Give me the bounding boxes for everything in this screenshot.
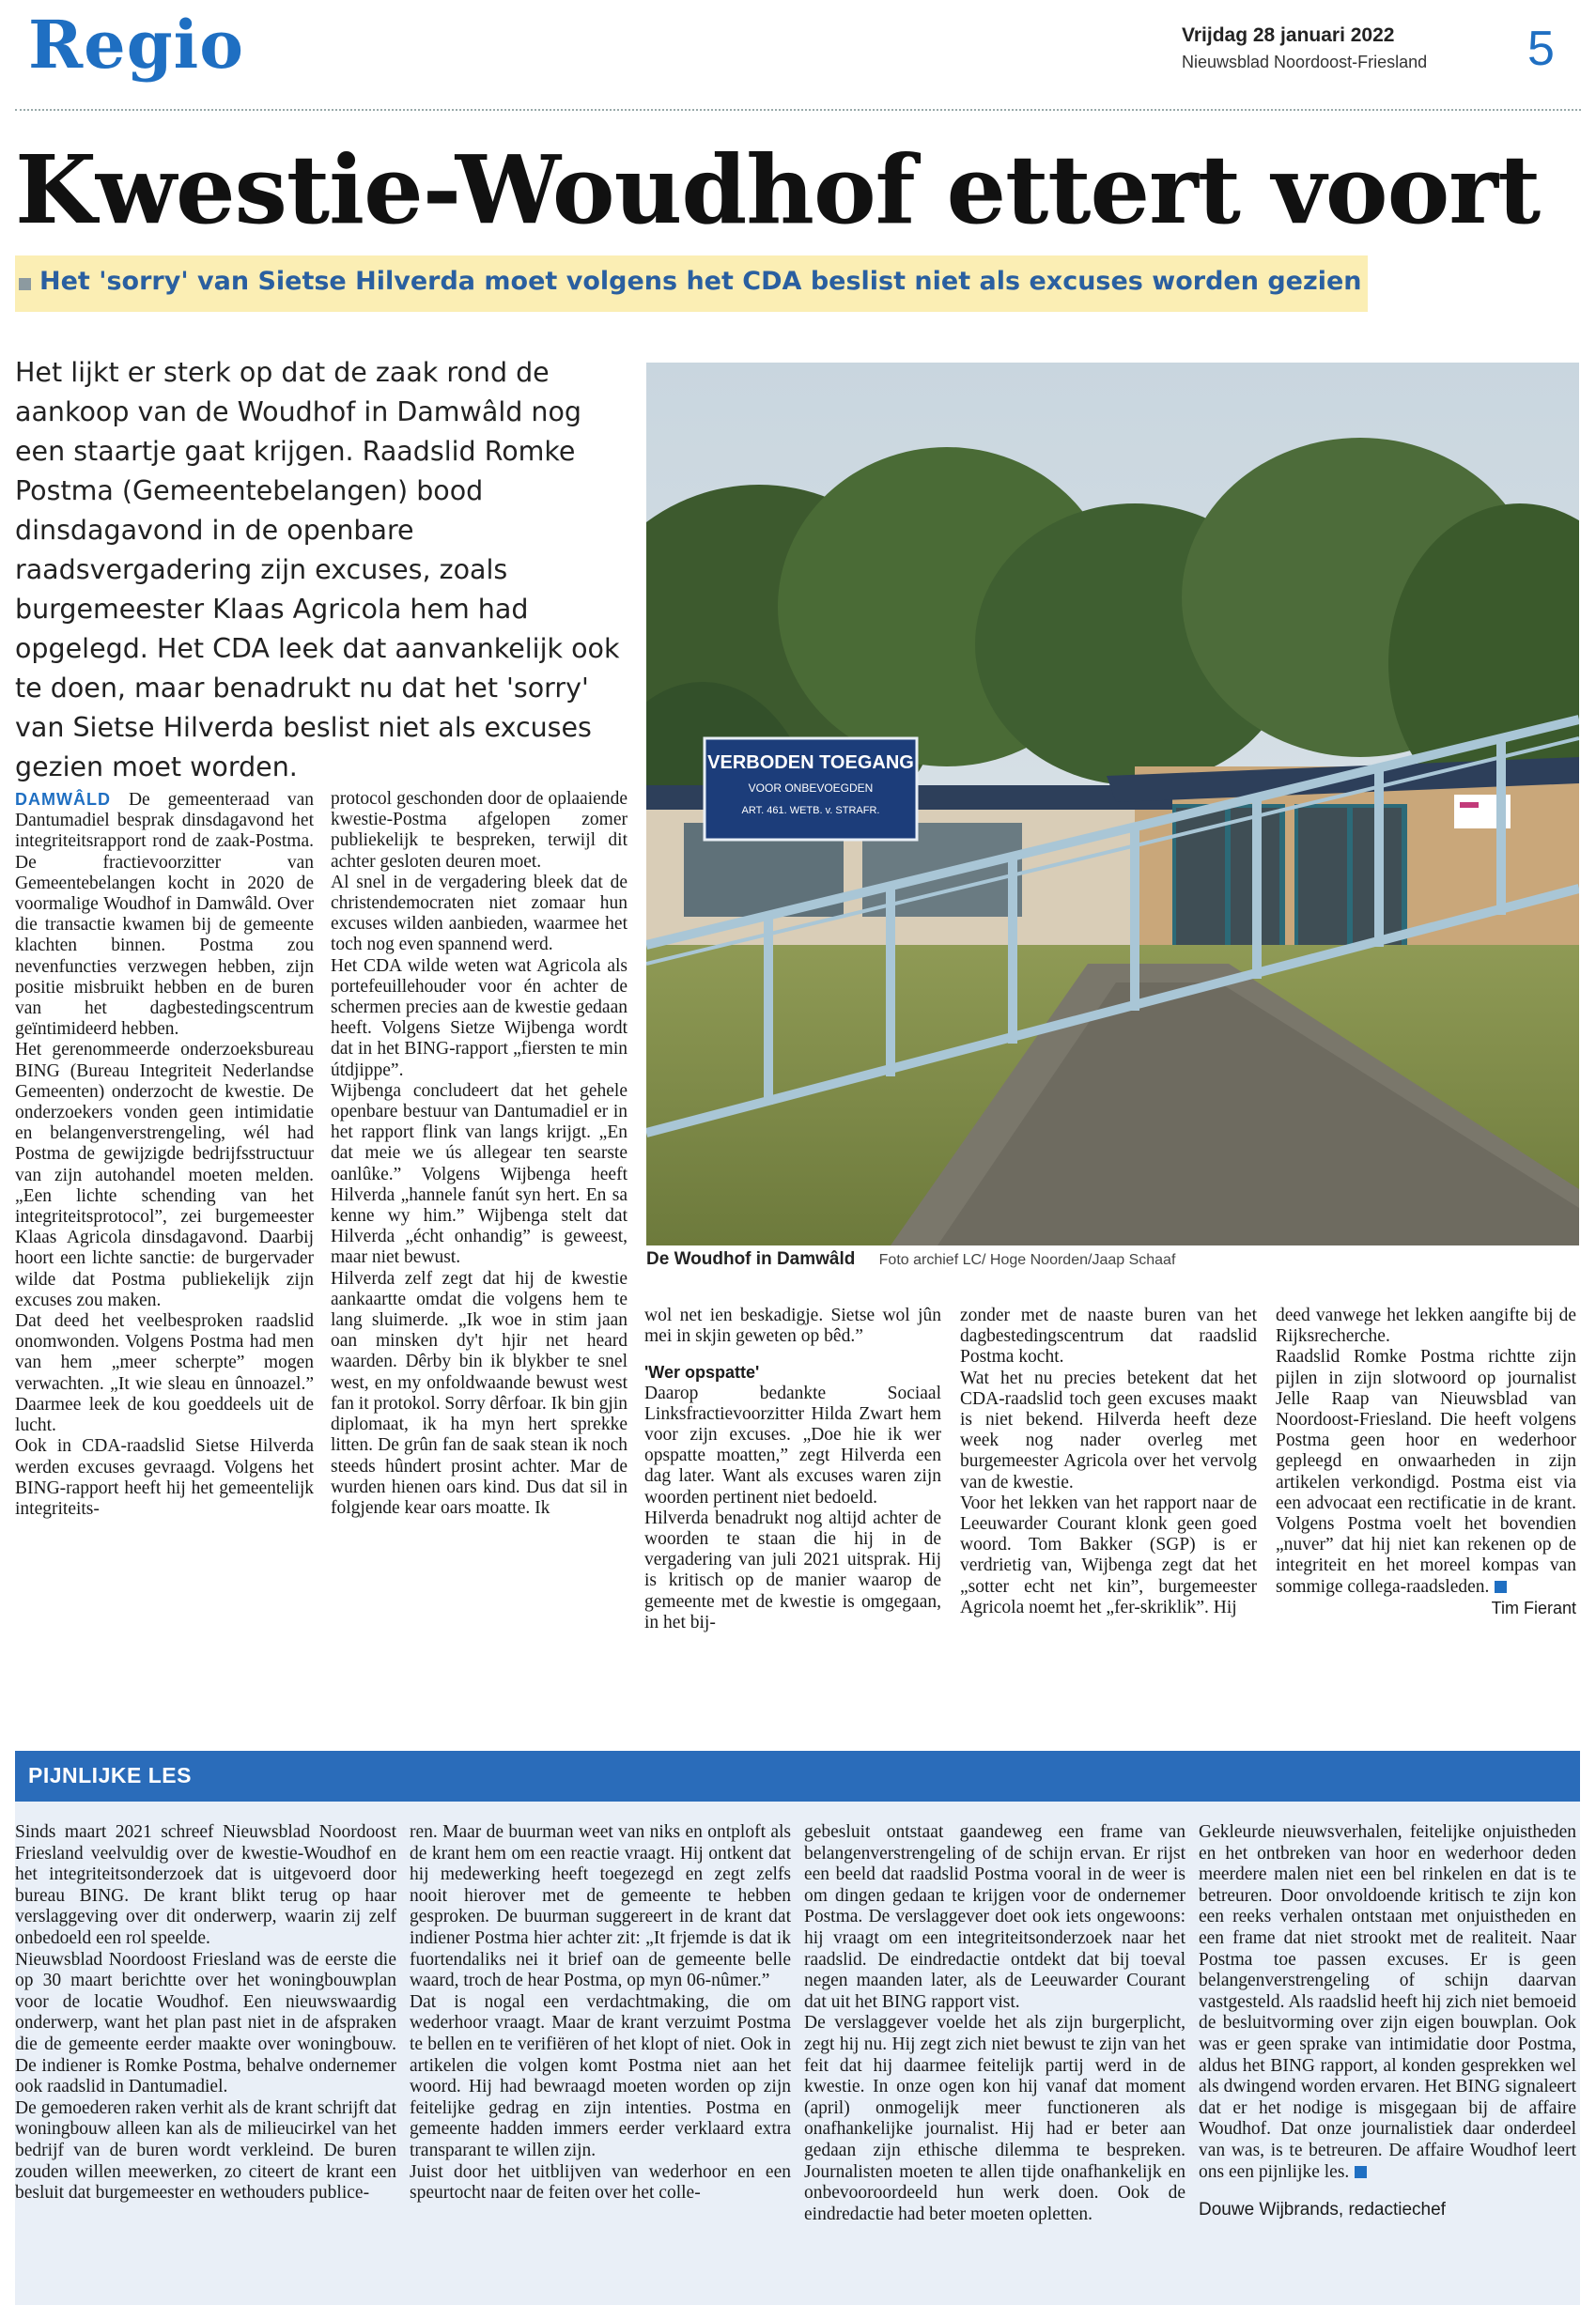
paragraph: Dat is nogal een verdachtmaking, die om wederhoor vraagt. Maar de krant verzuimt Postma te bellen en te verifiëren of het klopt of niet. Ook in artikelen die volgen komt Postma niet aan het woord. Hij had bewraagd moeten worden op zijn feitelijke gedrag en zijn intenties. Postma en gemeente hadden immers eerder verklaard extra transparant te willen zijn. [410,1991,791,2160]
paragraph: Wijbenga concludeert dat het gehele openbare bestuur van Dantumadiel er in het rapport flink van langs krijgt. „En dat meie we ús allegear ten searste oanlûke.” Volgens Wijbenga heeft Hilverda „hannele fanút syn hert. En sa kenne wy him.” Wijbenga stelt dat Hilverda „écht onhandig” is geweest, maar niet bewust. [331,1080,628,1268]
paragraph: De gemoederen raken verhit als de krant schrijft dat woningbouw alleen kan als de milieucirkel van het bedrijf van de buren wordt verkleind. De buren zouden willen meewerken, zo citeert de krant een besluit dat burgemeester en wethouders publice- [15,2097,396,2204]
paragraph-text: Gekleurde nieuwsverhalen, feitelijke onjuistheden en het ontbreken van hoor en wederhoor deden meerdere malen niet een bel rinkelen en dat is te betreuren. Door onvoldoende kritisch te zijn kon een reeks verhalen ontstaan met onjuistheden en een frame dat niet strookt met de realiteit. Naar Postma toe passen excuses. Er is geen belangenverstrengeling of schijn daarvan vastgesteld. Als raadslid heeft hij zich niet bemoeid de besluitvorming over zijn eigen bouwplan. Ook was er geen sprake van intimidatie door Postma, aldus het BING rapport, al konden gesprekken wel als dwingend worden ervaren. Het BING signaleert dat er het nodige is misgegaan bij de affaire Woudhof. Dat onze journalistiek daar onderdeel van was, is te betreuren. De affaire Woudhof leert ons een pijnlijke les. [1199,1822,1576,2182]
subheadline-highlight [15,255,1368,312]
article-column-4 [960,1306,1257,1618]
paragraph: Juist door het uitblijven van wederhoor en een speurtocht naar de feiten over het colle- [410,2161,791,2204]
paragraph: De verslaggever voelde het als zijn burgerplicht, zegt hij nu. Hij zegt zich niet bewust te zijn van het feit dat hij daarmee feitelijk partij werd in de kwestie. In onze ogen kon hij vanaf dat moment (april) onmogelijk meer functioneren als onafhankelijke journalist. Hij had er beter aan gedaan zijn ethische dilemma te bespreken. Journalisten moeten te allen tijde onafhankelijk en onbevooroordeeld hun werk doen. Ook de eindredactie had beter moeten opletten. [804,2013,1185,2224]
paragraph: deed vanwege het lekken aangifte bij de Rijksrecherche. [1276,1306,1576,1347]
header-divider [15,109,1581,111]
paragraph: Sinds maart 2021 schreef Nieuwsblad Noordoost Friesland veelvuldig over de kwestie-Woudhof en het integriteitsonderzoek dat is uitgevoerd door bureau BING. De krant blikt terug op haar verslaggeving over dit onderwerp, waarin zij zelf onbedoeld een rol speelde. [15,1822,396,1948]
article-author: Tim Fierant [1491,1598,1576,1617]
subheadline: Het 'sorry' van Sietse Hilverda moet volgens het CDA beslist niet als excuses worden gezien [39,267,1362,296]
article-column-3 [644,1306,941,1633]
paragraph-text: Raadslid Romke Postma richtte zijn pijlen in zijn slotwoord op journalist Jelle Raap van Nieuwsblad van Noordoost-Friesland. Die heeft volgens Postma geen hoor en wederhoor gepleegd en onwaarheden in zijn artikelen verkondigd. Postma eist via een advocaat een rectificatie in de krant. Volgens Postma voelt het bovendien „nuver” dat hij niet kan rekenen op de integriteit en het moreel kompas van sommige collega-raadsleden. [1276,1347,1576,1597]
paragraph [1276,1347,1576,1597]
paragraph: wol net ien beskadigje. Sietse wol jûn mei in skjin geweten op bêd.” [644,1306,941,1347]
photo-caption [646,1249,1175,1270]
article-column-1 [15,789,314,1520]
article-column-2 [331,789,628,1519]
intro-paragraph: Het lijkt er sterk op dat de zaak rond de aankoop van de Woudhof in Damwâld nog een staartje gaat krijgen. Raadslid Romke Postma (Gemeentebelangen) bood dinsdagavond in de openbare raadsvergadering zijn excuses, zoals burgemeester Klaas Agricola hem had opgelegd. Het CDA leek dat aanvankelijk ook te doen, maar benadrukt nu dat het 'sorry' van Sietse Hilverda beslist niet als excuses gezien moet worden. [15,357,620,782]
box-signature: Douwe Wijbrands, redactiechef [1199,2200,1446,2220]
caption-text: De Woudhof in Damwâld [646,1249,856,1269]
paragraph: Daarop bedankte Sociaal Linksfractievoorzitter Hilda Zwart hem voor zijn excuses. „Doe hie ik wer opspatte moatten,” zegt Hilverda een dag later. Want als excuses waren zijn woorden pertinent niet bedoeld. [644,1383,941,1508]
box-label: PIJNLIJKE LES [28,1763,192,1787]
box-column-2 [410,1822,791,2204]
paragraph: De gemeenteraad van Dantumadiel besprak dinsdagavond het integriteitsrapport rond de zaak-Postma. De fractievoorzitter van Gemeentebelangen kocht in 2020 de voormalige Woudhof in Damwâld. Over die transactie kwamen bij de gemeente klachten binnen. Postma zou nevenfuncties verzwegen hebben, zijn positie misbruikt hebben en de buren van het dagbestedingscentrum geïntimideerd hebben. [15,790,314,1040]
paragraph: protocol geschonden door de oplaaiende kwestie-Postma afgelopen zomer publiekelijk te bespreken, terwijl dit achter gesloten deuren moet. [331,789,628,872]
article-photo [646,363,1579,1245]
prohibited-entry-sign [705,738,917,840]
section-title: Regio [28,6,244,84]
bullet-square-icon [19,278,31,290]
paragraph: ren. Maar de buurman weet van niks en ontploft als de krant hem om een reactie vraagt. Hij ontkent dat hij medewerking heeft toegezegd en zegt zelfs nooit hierover met de gemeente te hebben gesproken. De buurman suggereert in de krant dat indiener Postma hier achter zit: „It frjemde is dat ik fuortendaliks nei it brief oan de gemeente belle waard, troch de hear Postma, op myn 06-nûmer.” [410,1822,791,1991]
issue-date: Vrijdag 28 januari 2022 [1182,24,1395,46]
headline: Kwestie-Woudhof ettert voort [15,134,1541,245]
end-mark-icon [1355,2166,1367,2178]
end-mark-icon [1495,1581,1507,1593]
paragraph: Het CDA wilde weten wat Agricola als portefeuillehouder voor én achter de schermen precies aan de kwestie gedaan heeft. Volgens Sietze Wijbenga wordt dat in het BING-rapport „fiersten te min útdjippe”. [331,955,628,1080]
paragraph: Voor het lekken van het rapport naar de Leeuwarder Courant klonk geen goed woord. Tom Bakker (SGP) is er verdrietig van, Wijbenga zegt dat het „sotter echt net kin”, burgemeester Agricola noemt het „fer-skriklik”. Hij [960,1493,1257,1617]
paragraph: Nieuwsblad Noordoost Friesland was de eerste die op 30 maart berichtte over het woningbouwplan voor de locatie Woudhof. Een nieuwswaardig onderwerp, want het plan past niet in de afspraken die de gemeente eerder maakte over woningbouw. De indiener is Romke Postma, behalve ondernemer ook raadslid in Dantumadiel. [15,1949,396,2097]
box-column-3 [804,1822,1185,2225]
paragraph: Ook in CDA-raadslid Sietse Hilverda werden excuses gevraagd. Volgens het BING-rapport heeft hij het gemeentelijk integriteits- [15,1436,314,1519]
paragraph: zonder met de naaste buren van het dagbestedingscentrum dat raadslid Postma kocht. [960,1306,1257,1368]
inline-subheading: 'Wer opspatte' [644,1363,760,1383]
sign-line-1: VERBODEN TOEGANG [707,752,914,773]
box-column-1 [15,1822,396,2204]
paragraph: Hilverda zelf zegt dat hij de kwestie aankaartte omdat die volgens hem te lang sluimerde. „Ik woe in stim jaan oan minsken dy't hjir net heard waarden. Dêrby bin ik blykber te snel west, en my onfoldwaande bewust west fan it protokol. Sorry dêrfoar. Ik bin gjin diplomaat, ik ha myn hert sprekke litten. De grûn fan de saak stean ik noch steeds hûndert prosint achter. Mar de wurden hienen oars kind. Dus dat sil in folgjende kear oars moatte. Ik [331,1268,628,1518]
sign-line-3: ART. 461. WETB. v. STRAFR. [741,805,880,816]
dateline: DAMWÂLD [15,790,111,809]
sign-line-2: VOOR ONBEVOEGDEN [748,781,874,795]
paragraph: gebesluit ontstaat gaandeweg een frame van belangenverstrengeling of de schijn ervan. Er rijst een beeld dat raadslid Postma vooral in de weer is om dingen gedaan te krijgen voor de ondernemer Postma. De verslaggever doet ook iets ongewoons: hij vraagt om een integriteitsonderzoek naar het raadslid. De eindredactie ontdekt dat bij toeval negen maanden later, als de Leeuwarder Courant dat uit het BING rapport vist. [804,1822,1185,2012]
article-column-5 [1276,1306,1576,1618]
paragraph: Hilverda benadrukt nog altijd achter de woorden te staan die hij in de vergadering van juli 2021 uitsprak. Hij is kritisch op de manier waarop de gemeente met de kwestie is omgegaan, in het bij- [644,1508,941,1632]
paragraph: Wat het nu precies betekent dat het CDA-raadslid toch geen excuses maakt is niet bekend. Hilverda heeft deze week nog nader overleg met burgemeester Agricola over het vervolg van de kwestie. [960,1368,1257,1493]
page-number: 5 [1527,22,1555,76]
paragraph: Het gerenommeerde onderzoeksbureau BING (Bureau Integriteit Nederlandse Gemeenten) onderzocht de kwestie. De onderzoekers vonden geen intimidatie en belangenverstrengeling, wél had Postma de gewijzigde bedrijfsstructuur van zijn autohandel moeten melden. „Een lichte schending van het integriteitsprotocol”, zei burgemeester Klaas Agricola dinsdagavond. Daarbij hoort een lichte sanctie: de burgervader wilde dat Postma publiekelijk zijn excuses zou maken. [15,1040,314,1310]
newspaper-name: Nieuwsblad Noordoost-Friesland [1182,53,1428,71]
box-header [15,1751,1580,1802]
paragraph: Dat deed het veelbesproken raadslid onomwonden. Volgens Postma had men van hem „meer scherpte” mogen verwachten. „It wie sleau en ûnnoazel.” Daarmee leek de kou goeddeels uit de lucht. [15,1311,314,1436]
paragraph [1199,1822,1576,2183]
box-column-4 [1199,1822,1576,2221]
paragraph: Al snel in de vergadering bleek dat de christendemocraten niet zomaar hun excuses wilden aanbieden, waarmee het toch nog even spannend werd. [331,872,628,955]
woudhof-photo [646,363,1579,1245]
photo-credit: Foto archief LC/ Hoge Noorden/Jaap Schaaf [878,1252,1176,1268]
